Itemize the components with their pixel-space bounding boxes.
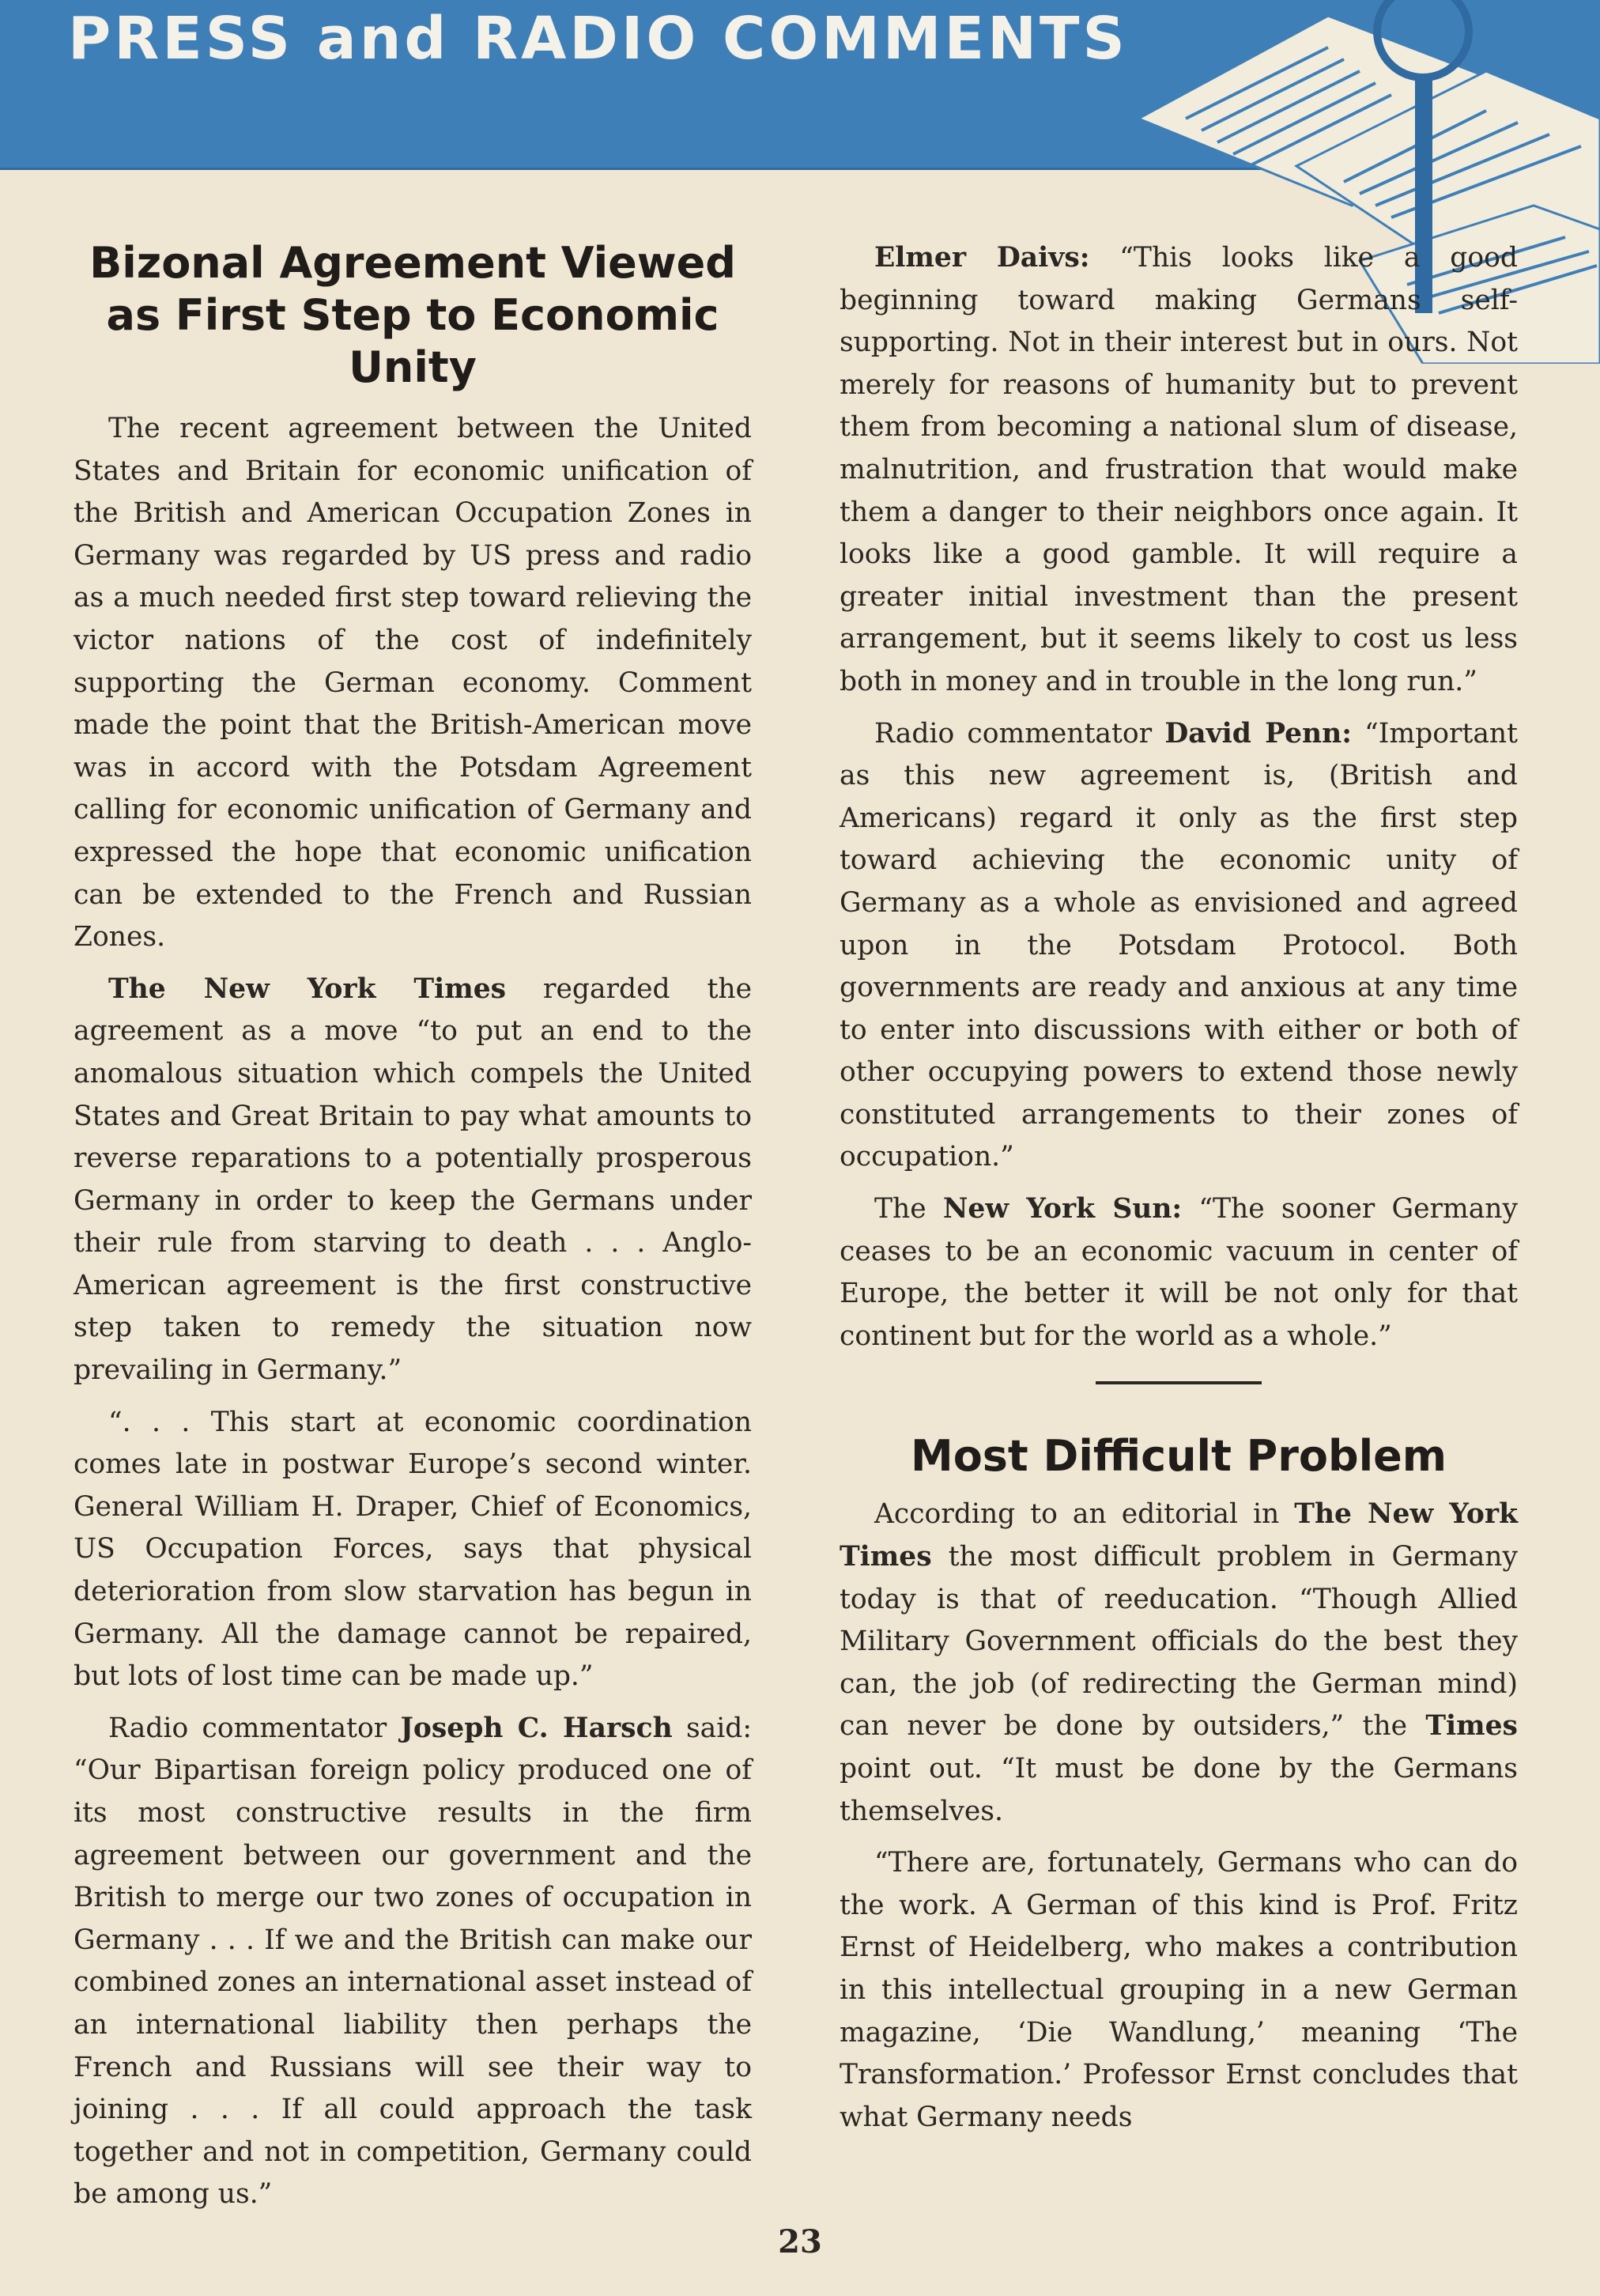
paragraph: Elmer Daivs: “This looks like a good beginning toward making Germans self-supporting. Not in their interest but in ours. Not merely for reasons of humanity but to prevent them from becoming a national slum of disease, malnutrition, and frustration that would make them a danger to their neighbors once again. It looks like a good gamble. It will require a greater initial investment than the present arrangement, but it seems likely to cost us less both in money and in trouble in the long run.” (840, 242, 1518, 697)
paragraph: The New York Times regarded the agreement as a move “to put an end to the anomalous situation which compels the United States and Great Britain to pay what amounts to reverse reparations to a potentially prosperous Germany in order to keep the Germans under their rule from starving to death . . . Anglo-American agreement is the first constructive step taken to remedy the situation now prevailing in Germany.” (74, 972, 752, 1387)
paragraph: Radio commentator David Penn: “Important as this new agreement is, (British and Americans) regard it only as the first step toward achieving the economic unity of Germany as a whole as envisioned and agreed upon in the Potsdam Protocol. Both governments are ready and anxious at any time to enter into discussions with either or both of other occupying powers to extend those newly constituted arrangements to their zones of occupation.” (840, 717, 1518, 1173)
article-headline: Bizonal Agreement Viewed as First Step to Economic Unity (89, 238, 736, 392)
paragraph: “. . . This start at economic coordination comes late in postwar Europe’s second winter. General William H. Draper, Chief of Economics, US Occupation Forces, says that physical deterioration from slow starvation has begun in Germany. All the damage cannot be repaired, but lots of lost time can be made up.” (74, 1406, 752, 1693)
left-column (74, 237, 752, 2226)
paragraph: The recent agreement between the United States and Britain for economic unification of the British and American Occupation Zones in Germany was regarded by US press and radio as a much needed first step toward relieving the victor nations of the cost of indefinitely supporting the German economy. Comment made the point that the British-American move was in accord with the Potsdam Agreement calling for economic unification of Germany and expressed the hope that economic unification can be extended to the French and Russian Zones. (74, 413, 752, 954)
banner-title: PRESS and RADIO COMMENTS (68, 5, 1128, 73)
paragraph: According to an editorial in The New York Times the most difficult problem in Germany today is that of reeducation. “Though Allied Military Government officials do the best they can, the job (of redirecting the German mind) can never be done by outsiders,” the Times point out. “It must be done by the Germans themselves. (840, 1498, 1518, 1827)
paragraph: Radio commentator Joseph C. Harsch said: “Our Bipartisan foreign policy produced one of its most constructive results in the firm agreement between our government and the British to merge our two zones of occupation in Germany . . . If we and the British can make our combined zones an international asset instead of an international liability then perhaps the French and Russians will see their way to joining . . . If all could approach the task together and not in competition, Germany could be among us.” (74, 1712, 752, 2211)
section-headline: Most Difficult Problem (910, 1431, 1447, 1482)
paragraph: “There are, fortunately, Germans who can do the work. A German of this kind is Prof. Fritz Ernst of Heidelberg, who makes a contribution in this intellectual grouping in a new German magazine, ‘Die Wandlung,’ meaning ‘The Transformation.’ Professor Ernst concludes that what Germany needs (840, 1847, 1518, 2133)
page-number: 23 (778, 2223, 822, 2260)
right-column (840, 237, 1518, 2148)
section-divider (1096, 1381, 1262, 1384)
paragraph: The New York Sun: “The sooner Germany ceases to be an economic vacuum in center of Europe, the better it will be not only for that continent but for the world as a whole.” (840, 1193, 1518, 1352)
